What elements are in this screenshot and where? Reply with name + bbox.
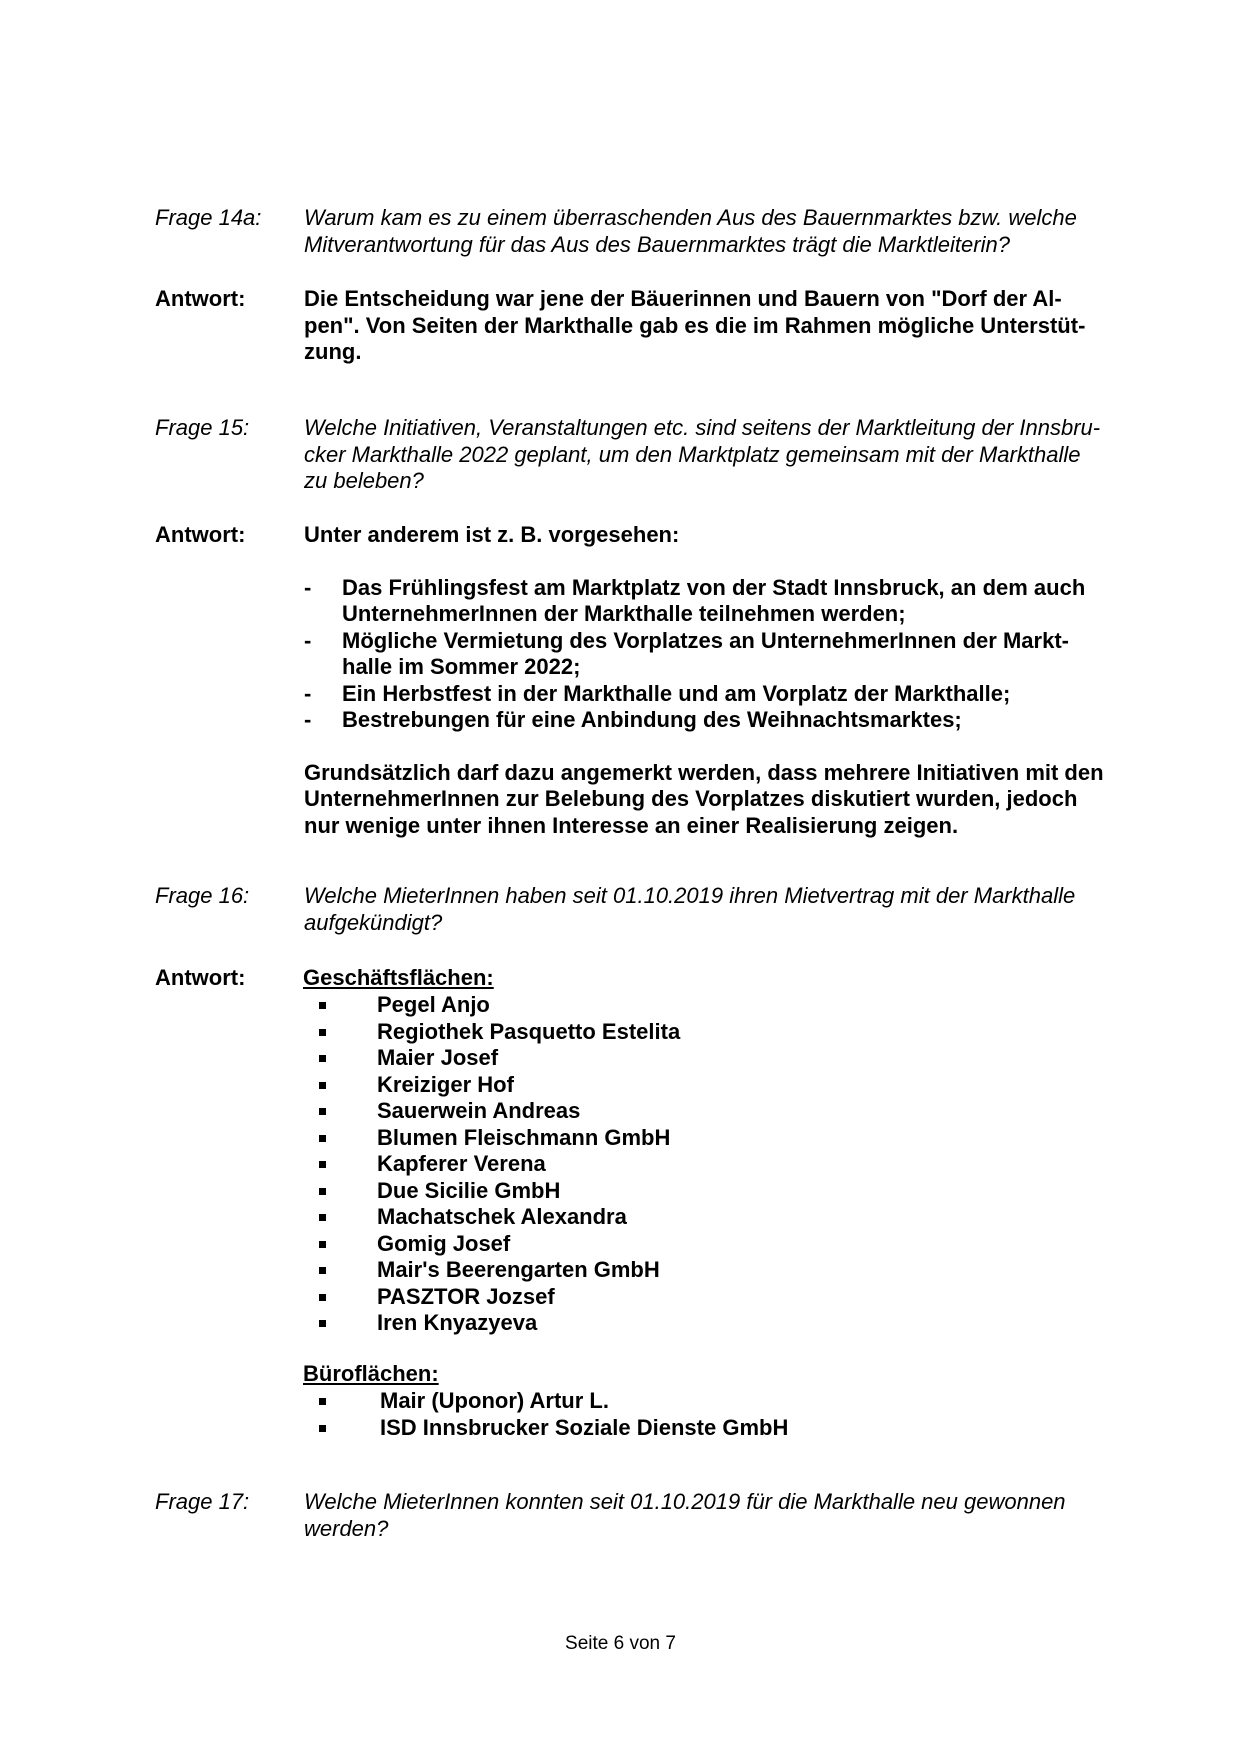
question-label: Frage 15:: [155, 415, 250, 440]
text-line: pen". Von Seiten der Markthalle gab es die im Rahmen mögliche Unterstüt-: [304, 312, 1086, 338]
text-line: zu beleben?: [304, 468, 424, 493]
question-text: [304, 1489, 1241, 1542]
bullet-icon: [319, 1082, 326, 1089]
bullet-icon: [319, 1188, 326, 1195]
bullet-icon: [319, 1241, 326, 1248]
answer-text: [304, 522, 1241, 839]
bullet-icon: [319, 1294, 326, 1301]
text-line: nur wenige unter ihnen Interesse an einer Realisierung zeigen.: [304, 812, 959, 838]
question-text: [304, 415, 1241, 495]
text-line: Welche Initiativen, Veranstaltungen etc. sind seitens der Marktleitung der Innsbru-: [304, 415, 1101, 440]
list-item: - Bestrebungen für eine Anbindung des Weihnachtsmarktes;: [304, 707, 1241, 734]
text-line: aufgekündigt?: [304, 909, 443, 935]
bullet-icon: [319, 1267, 326, 1274]
tenant-name: Kreiziger Hof: [377, 1071, 514, 1097]
bullet-icon: [319, 1002, 326, 1009]
text-line: Ein Herbstfest in der Markthalle und am Vorplatz der Markthalle;: [342, 680, 1011, 706]
text-line: UnternehmerInnen zur Belebung des Vorplatzes diskutiert wurden, jedoch: [304, 786, 1078, 811]
text-line: halle im Sommer 2022;: [342, 654, 581, 679]
tenant-name: Iren Knyazyeva: [377, 1310, 538, 1335]
list-item: - Das Frühlingsfest am Marktplatz von der Stadt Innsbruck, an dem auch UnternehmerInnen der Markthalle teilnehmen werden;: [304, 575, 1241, 628]
list-item: - Ein Herbstfest in der Markthalle und am Vorplatz der Markthalle;: [304, 681, 1241, 708]
bullet-icon: [319, 1320, 326, 1327]
page-number: Seite 6 von 7: [565, 1633, 676, 1654]
bullet-icon: [319, 1029, 326, 1036]
bullet-icon: [319, 1135, 326, 1142]
answer-label: Antwort:: [155, 522, 246, 547]
answer-intro: Unter anderem ist z. B. vorgesehen:: [304, 522, 680, 547]
text-line: cker Markthalle 2022 geplant, um den Marktplatz gemeinsam mit der Markthalle: [304, 441, 1081, 467]
text-line: Warum kam es zu einem überraschenden Aus des Bauernmarktes bzw. welche: [304, 205, 1077, 230]
question-label: Frage 17:: [155, 1489, 250, 1514]
bullet-icon: [319, 1398, 326, 1405]
tenant-name: Pegel Anjo: [377, 992, 490, 1017]
tenant-name: Regiothek Pasquetto Estelita: [377, 1018, 681, 1044]
text-line: zung.: [304, 339, 362, 364]
text-line: Grundsätzlich darf dazu angemerkt werden, dass mehrere Initiativen mit den: [304, 759, 1104, 785]
list-item: - Mögliche Vermietung des Vorplatzes an UnternehmerInnen der Markt- halle im Sommer 2022;: [304, 628, 1241, 681]
question-label: Frage 16:: [155, 883, 250, 908]
bullet-icon: [319, 1055, 326, 1062]
text-line: Welche MieterInnen konnten seit 01.10.2019 für die Markthalle neu gewonnen: [304, 1489, 1066, 1514]
tenant-name: Maier Josef: [377, 1045, 499, 1070]
tenant-name: Due Sicilie GmbH: [377, 1177, 561, 1203]
text-line: werden?: [304, 1515, 389, 1541]
text-line: UnternehmerInnen der Markthalle teilnehmen werden;: [342, 601, 906, 626]
text-line: Mögliche Vermietung des Vorplatzes an UnternehmerInnen der Markt-: [342, 627, 1069, 653]
text-line: Bestrebungen für eine Anbindung des Weihnachtsmarktes;: [342, 707, 962, 732]
tenant-name: Mair (Uponor) Artur L.: [380, 1388, 609, 1413]
bullet-icon: [319, 1108, 326, 1115]
tenant-name: Blumen Fleischmann GmbH: [377, 1124, 671, 1150]
tenant-name: PASZTOR Jozsef: [377, 1283, 555, 1309]
answer-label: Antwort:: [155, 286, 246, 311]
tenant-name: Kapferer Verena: [377, 1151, 546, 1176]
question-text: [304, 883, 1241, 936]
text-line: Das Frühlingsfest am Marktplatz von der Stadt Innsbruck, an dem auch: [342, 574, 1086, 600]
answer-text: [304, 286, 1241, 366]
tenant-name: Gomig Josef: [377, 1230, 511, 1256]
question-text: [304, 205, 1241, 258]
tenant-name: Machatschek Alexandra: [377, 1204, 627, 1229]
answer-label: Antwort:: [155, 965, 246, 990]
tenant-name: ISD Innsbrucker Soziale Dienste GmbH: [380, 1414, 789, 1440]
text-line: Mitverantwortung für das Aus des Bauernmarktes trägt die Marktleiterin?: [304, 231, 1010, 257]
geschaeftsflaechen-heading: Geschäftsflächen:: [303, 965, 494, 990]
text-line: Welche MieterInnen haben seit 01.10.2019 ihren Mietvertrag mit der Markthalle: [304, 883, 1076, 908]
bullet-icon: [319, 1214, 326, 1221]
question-label: Frage 14a:: [155, 205, 262, 230]
bueroflaechen-heading: Büroflächen:: [303, 1361, 439, 1386]
bullet-icon: [319, 1161, 326, 1168]
text-line: Die Entscheidung war jene der Bäuerinnen und Bauern von "Dorf der Al-: [304, 286, 1062, 311]
tenant-name: Sauerwein Andreas: [377, 1098, 581, 1123]
tenant-name: Mair's Beerengarten GmbH: [377, 1257, 660, 1282]
bullet-icon: [319, 1425, 326, 1432]
